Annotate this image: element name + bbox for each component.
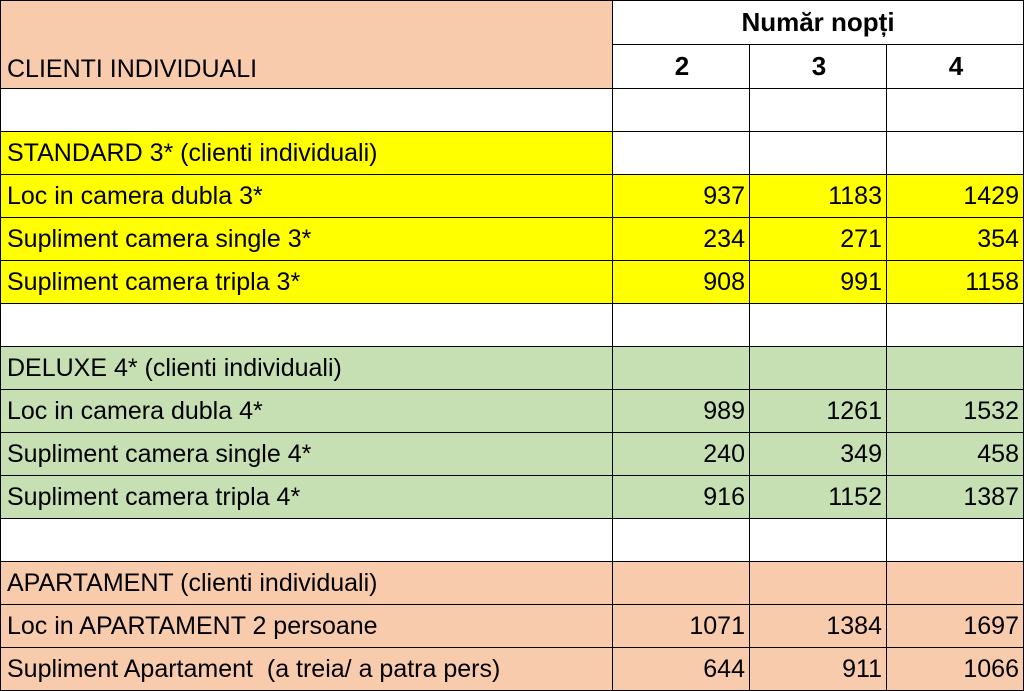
table-row xyxy=(1,605,1024,648)
deluxe-section-title: DELUXE 4* (clienti individuali) xyxy=(1,347,613,390)
price-cell: 271 xyxy=(750,218,887,261)
price-cell: 1183 xyxy=(750,175,887,218)
row-label: Loc in APARTAMENT 2 persoane xyxy=(1,605,613,648)
apartament-title-row xyxy=(1,562,1024,605)
empty-cell xyxy=(887,519,1024,562)
price-cell: 1697 xyxy=(887,605,1024,648)
price-cell: 1071 xyxy=(613,605,750,648)
empty-cell xyxy=(1,304,613,347)
standard-title-row xyxy=(1,132,1024,175)
price-cell: 1261 xyxy=(750,390,887,433)
empty-cell xyxy=(613,304,750,347)
table-row xyxy=(1,648,1024,691)
price-cell: 1387 xyxy=(887,476,1024,519)
empty-cell xyxy=(613,132,750,175)
price-cell: 991 xyxy=(750,261,887,304)
row-label: Supliment Apartament (a treia/ a patra pers) xyxy=(1,648,613,691)
price-cell: 1384 xyxy=(750,605,887,648)
row-label: Supliment camera single 3* xyxy=(1,218,613,261)
section-title: CLIENTI INDIVIDUALI xyxy=(1,1,613,89)
empty-cell xyxy=(887,347,1024,390)
spacer-row xyxy=(1,519,1024,562)
empty-cell xyxy=(613,347,750,390)
header-row-top xyxy=(1,1,1024,45)
price-cell: 1152 xyxy=(750,476,887,519)
empty-cell xyxy=(750,132,887,175)
price-cell: 1532 xyxy=(887,390,1024,433)
table-row xyxy=(1,433,1024,476)
empty-cell xyxy=(750,304,887,347)
price-cell: 354 xyxy=(887,218,1024,261)
empty-cell xyxy=(887,562,1024,605)
empty-cell xyxy=(750,347,887,390)
deluxe-title-row xyxy=(1,347,1024,390)
nights-title: Număr nopți xyxy=(613,1,1024,45)
empty-cell xyxy=(613,519,750,562)
row-label: Loc in camera dubla 4* xyxy=(1,390,613,433)
empty-cell xyxy=(750,562,887,605)
nights-4-header: 4 xyxy=(887,45,1024,89)
empty-cell xyxy=(1,519,613,562)
table-row xyxy=(1,476,1024,519)
price-cell: 349 xyxy=(750,433,887,476)
row-label: Loc in camera dubla 3* xyxy=(1,175,613,218)
empty-cell xyxy=(750,519,887,562)
table-row xyxy=(1,390,1024,433)
table-row xyxy=(1,261,1024,304)
apartament-section-title: APARTAMENT (clienti individuali) xyxy=(1,562,613,605)
empty-cell xyxy=(1,89,613,132)
price-cell: 911 xyxy=(750,648,887,691)
empty-cell xyxy=(613,89,750,132)
price-cell: 908 xyxy=(613,261,750,304)
price-cell: 1429 xyxy=(887,175,1024,218)
price-cell: 240 xyxy=(613,433,750,476)
empty-cell xyxy=(613,562,750,605)
empty-cell xyxy=(887,304,1024,347)
spacer-row xyxy=(1,89,1024,132)
price-cell: 989 xyxy=(613,390,750,433)
empty-cell xyxy=(887,132,1024,175)
nights-3-header: 3 xyxy=(750,45,887,89)
table-row xyxy=(1,218,1024,261)
price-cell: 644 xyxy=(613,648,750,691)
price-cell: 1066 xyxy=(887,648,1024,691)
row-label: Supliment camera tripla 3* xyxy=(1,261,613,304)
price-cell: 937 xyxy=(613,175,750,218)
nights-2-header: 2 xyxy=(613,45,750,89)
empty-cell xyxy=(750,89,887,132)
row-label: Supliment camera tripla 4* xyxy=(1,476,613,519)
price-cell: 458 xyxy=(887,433,1024,476)
standard-section-title: STANDARD 3* (clienti individuali) xyxy=(1,132,613,175)
price-cell: 916 xyxy=(613,476,750,519)
price-cell: 1158 xyxy=(887,261,1024,304)
spacer-row xyxy=(1,304,1024,347)
row-label: Supliment camera single 4* xyxy=(1,433,613,476)
price-cell: 234 xyxy=(613,218,750,261)
empty-cell xyxy=(887,89,1024,132)
table-row xyxy=(1,175,1024,218)
